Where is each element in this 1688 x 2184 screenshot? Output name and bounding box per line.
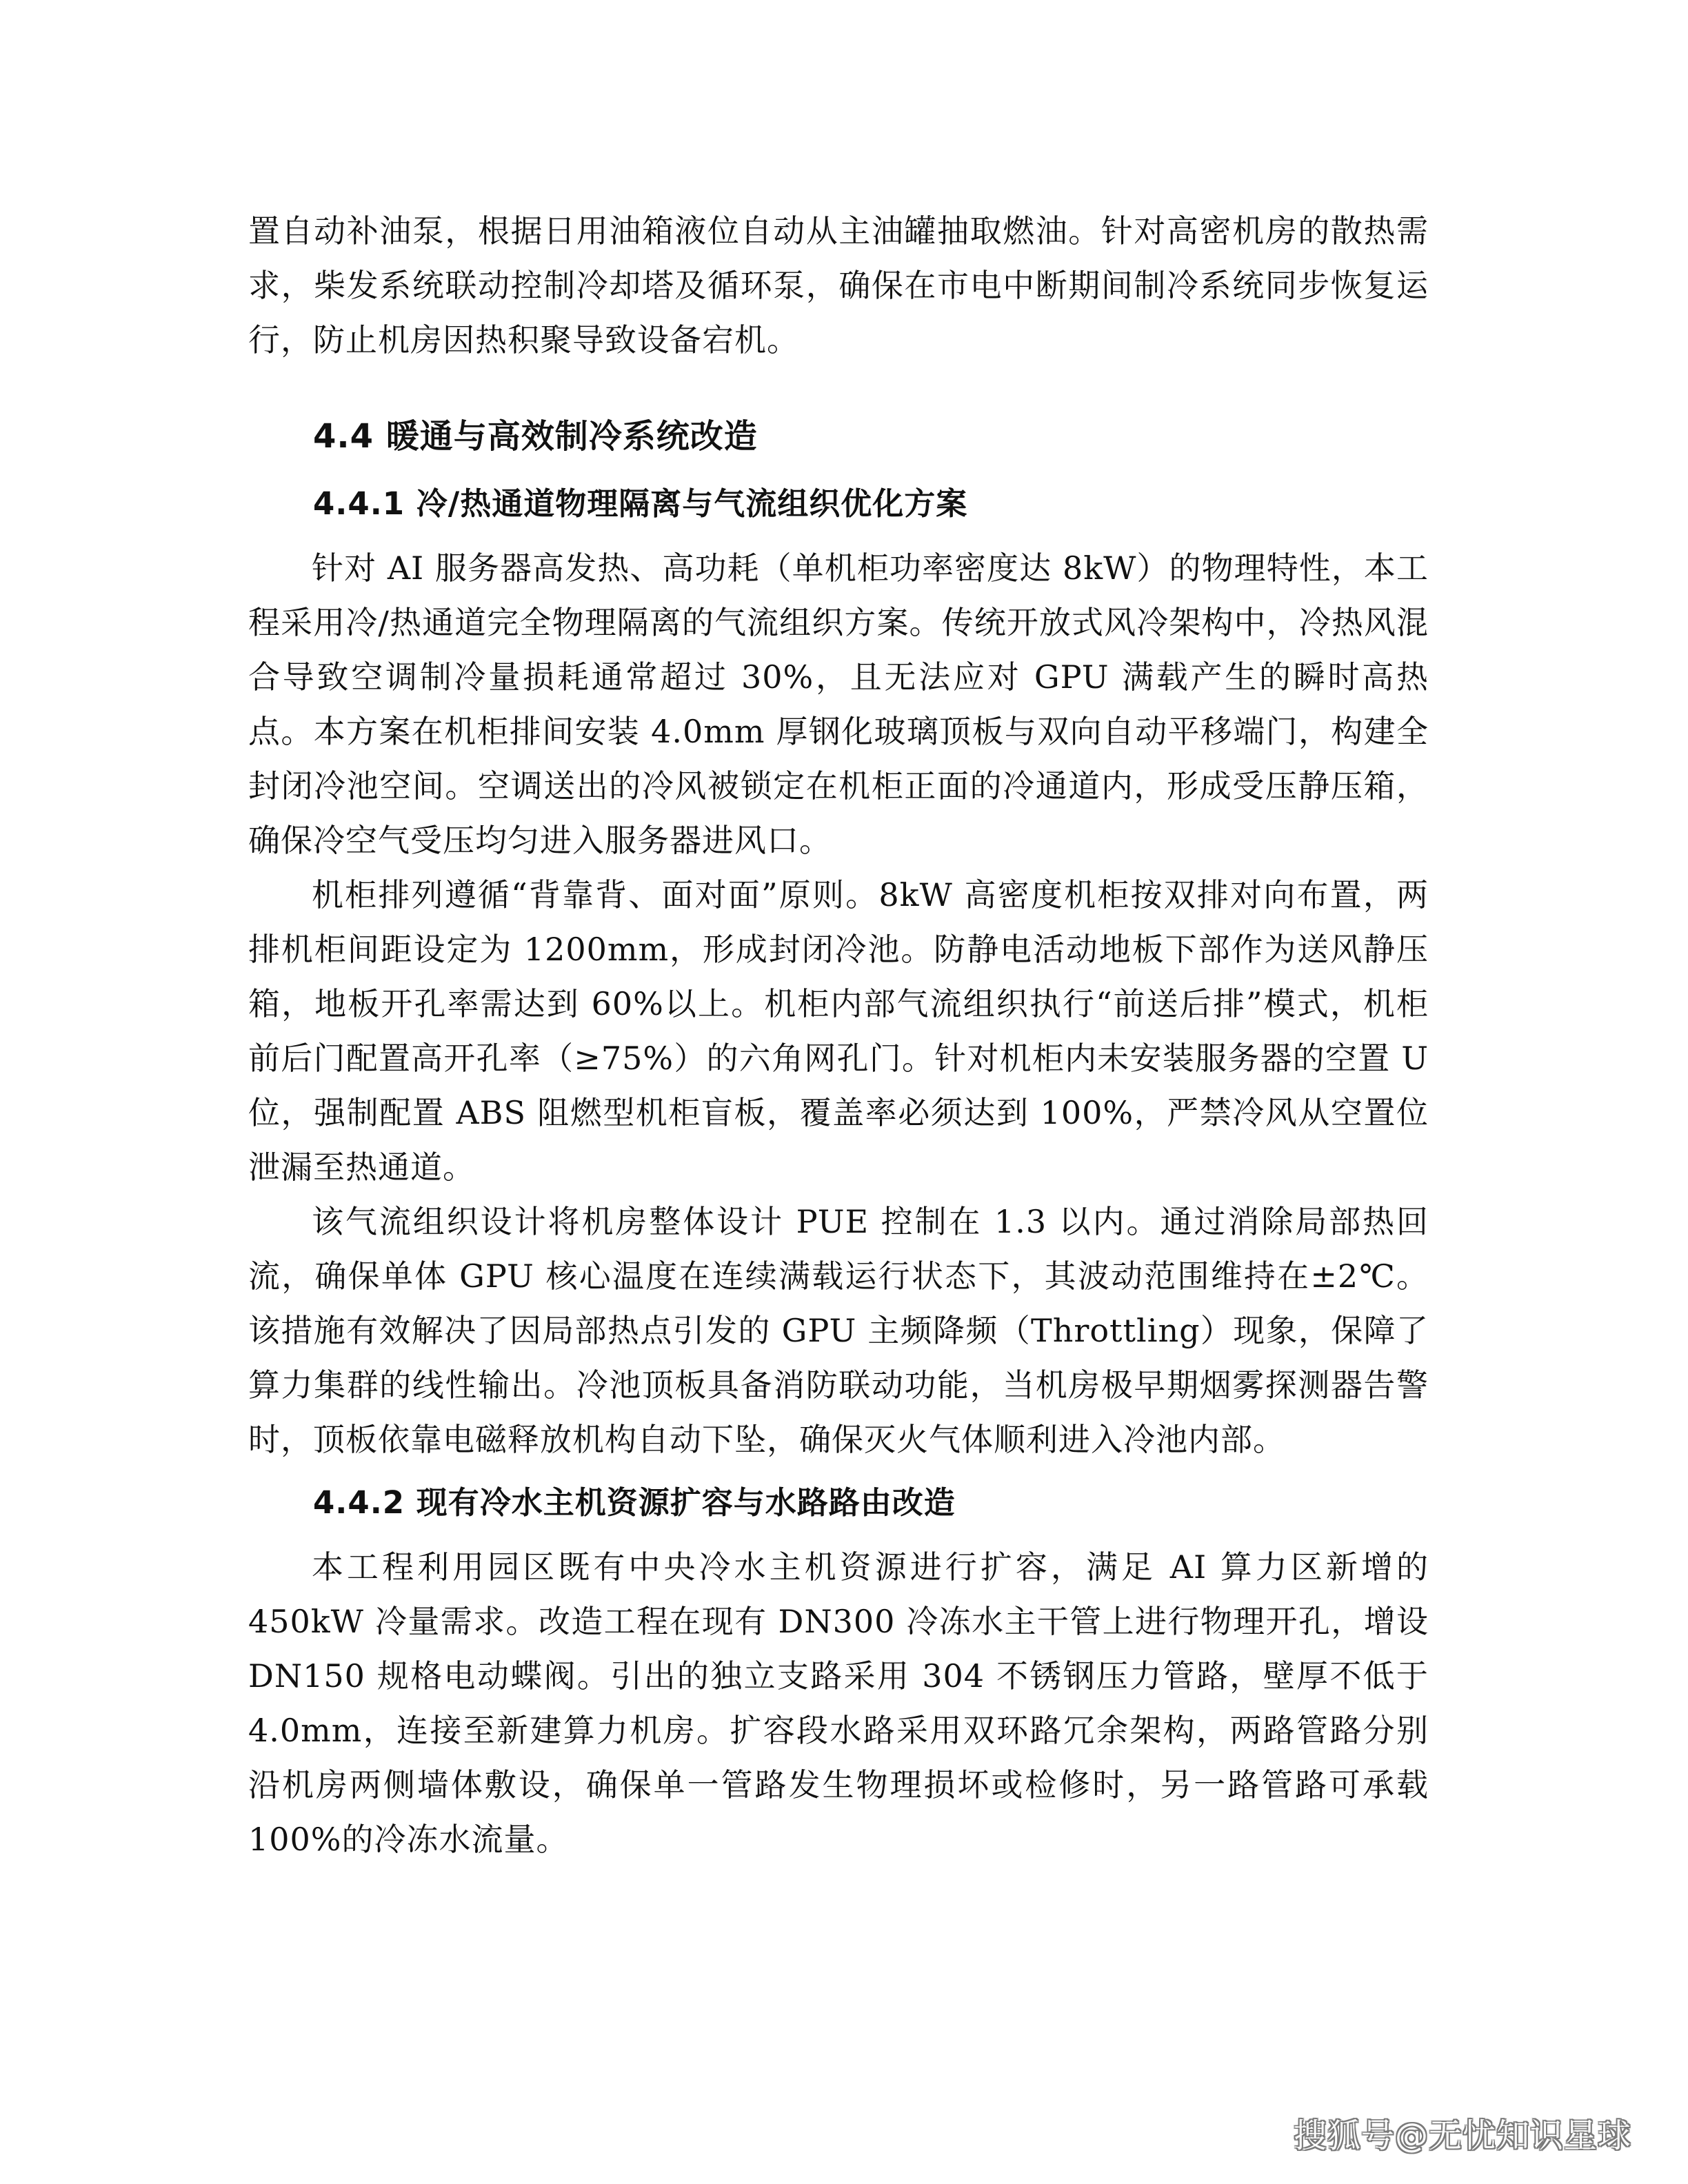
- paragraph: 机柜排列遵循“背靠背、面对面”原则。8kW 高密度机柜按双排对向布置，两排机柜间距设定为 1200mm，形成封闭冷池。防静电活动地板下部作为送风静压箱，地板开孔率需达到 60%以上。机柜内部气流组织执行“前送后排”模式，机柜前后门配置高开孔率（≥75%）的六角网孔门。针对机柜内未安装服务器的空置 U 位，强制配置 ABS 阻燃型机柜盲板，覆盖率必须达到 100%，严禁冷风从空置位泄漏至热通道。: [248, 876, 1429, 1186]
- section-heading: 4.4 暖通与高效制冷系统改造: [313, 417, 758, 456]
- paragraph: 本工程利用园区既有中央冷水主机资源进行扩容，满足 AI 算力区新增的 450kW 冷量需求。改造工程在现有 DN300 冷冻水主干管上进行物理开孔，增设 DN150 规格电动蝶阀。引出的独立支路采用 304 不锈钢压力管路，壁厚不低于 4.0mm，连接至新建算力机房。扩容段水路采用双环路冗余架构，两路管路分别沿机房两侧墙体敷设，确保单一管路发生物理损坏或检修时，另一路管路可承载 100%的冷冻水流量。: [248, 1548, 1429, 1858]
- paragraph: 针对 AI 服务器高发热、高功耗（单机柜功率密度达 8kW）的物理特性，本工程采用冷/热通道完全物理隔离的气流组织方案。传统开放式风冷架构中，冷热风混合导致空调制冷量损耗通常超过 30%，且无法应对 GPU 满载产生的瞬时高热点。本方案在机柜排间安装 4.0mm 厚钢化玻璃顶板与双向自动平移端门，构建全封闭冷池空间。空调送出的冷风被锁定在机柜正面的冷通道内，形成受压静压箱，确保冷空气受压均匀进入服务器进风口。: [248, 549, 1429, 859]
- document-page: [248, 204, 1429, 1867]
- intro-paragraph: 置自动补油泵，根据日用油箱液位自动从主油罐抽取燃油。针对高密机房的散热需求，柴发系统联动控制冷却塔及循环泵，确保在市电中断期间制冷系统同步恢复运行，防止机房因热积聚导致设备宕机。: [248, 212, 1429, 358]
- watermark: 搜狐号@无忧知识星球: [1293, 2116, 1631, 2155]
- subsection-heading-1: 4.4.1 冷/热通道物理隔离与气流组织优化方案: [313, 485, 968, 522]
- subsection-heading-2: 4.4.2 现有冷水主机资源扩容与水路路由改造: [313, 1484, 956, 1521]
- paragraph: 该气流组织设计将机房整体设计 PUE 控制在 1.3 以内。通过消除局部热回流，确保单体 GPU 核心温度在连续满载运行状态下，其波动范围维持在±2℃。该措施有效解决了因局部热点引发的 GPU 主频降频（Throttling）现象，保障了算力集群的线性输出。冷池顶板具备消防联动功能，当机房极早期烟雾探测器告警时，顶板依靠电磁释放机构自动下坠，确保灭火气体顺利进入冷池内部。: [248, 1203, 1429, 1458]
